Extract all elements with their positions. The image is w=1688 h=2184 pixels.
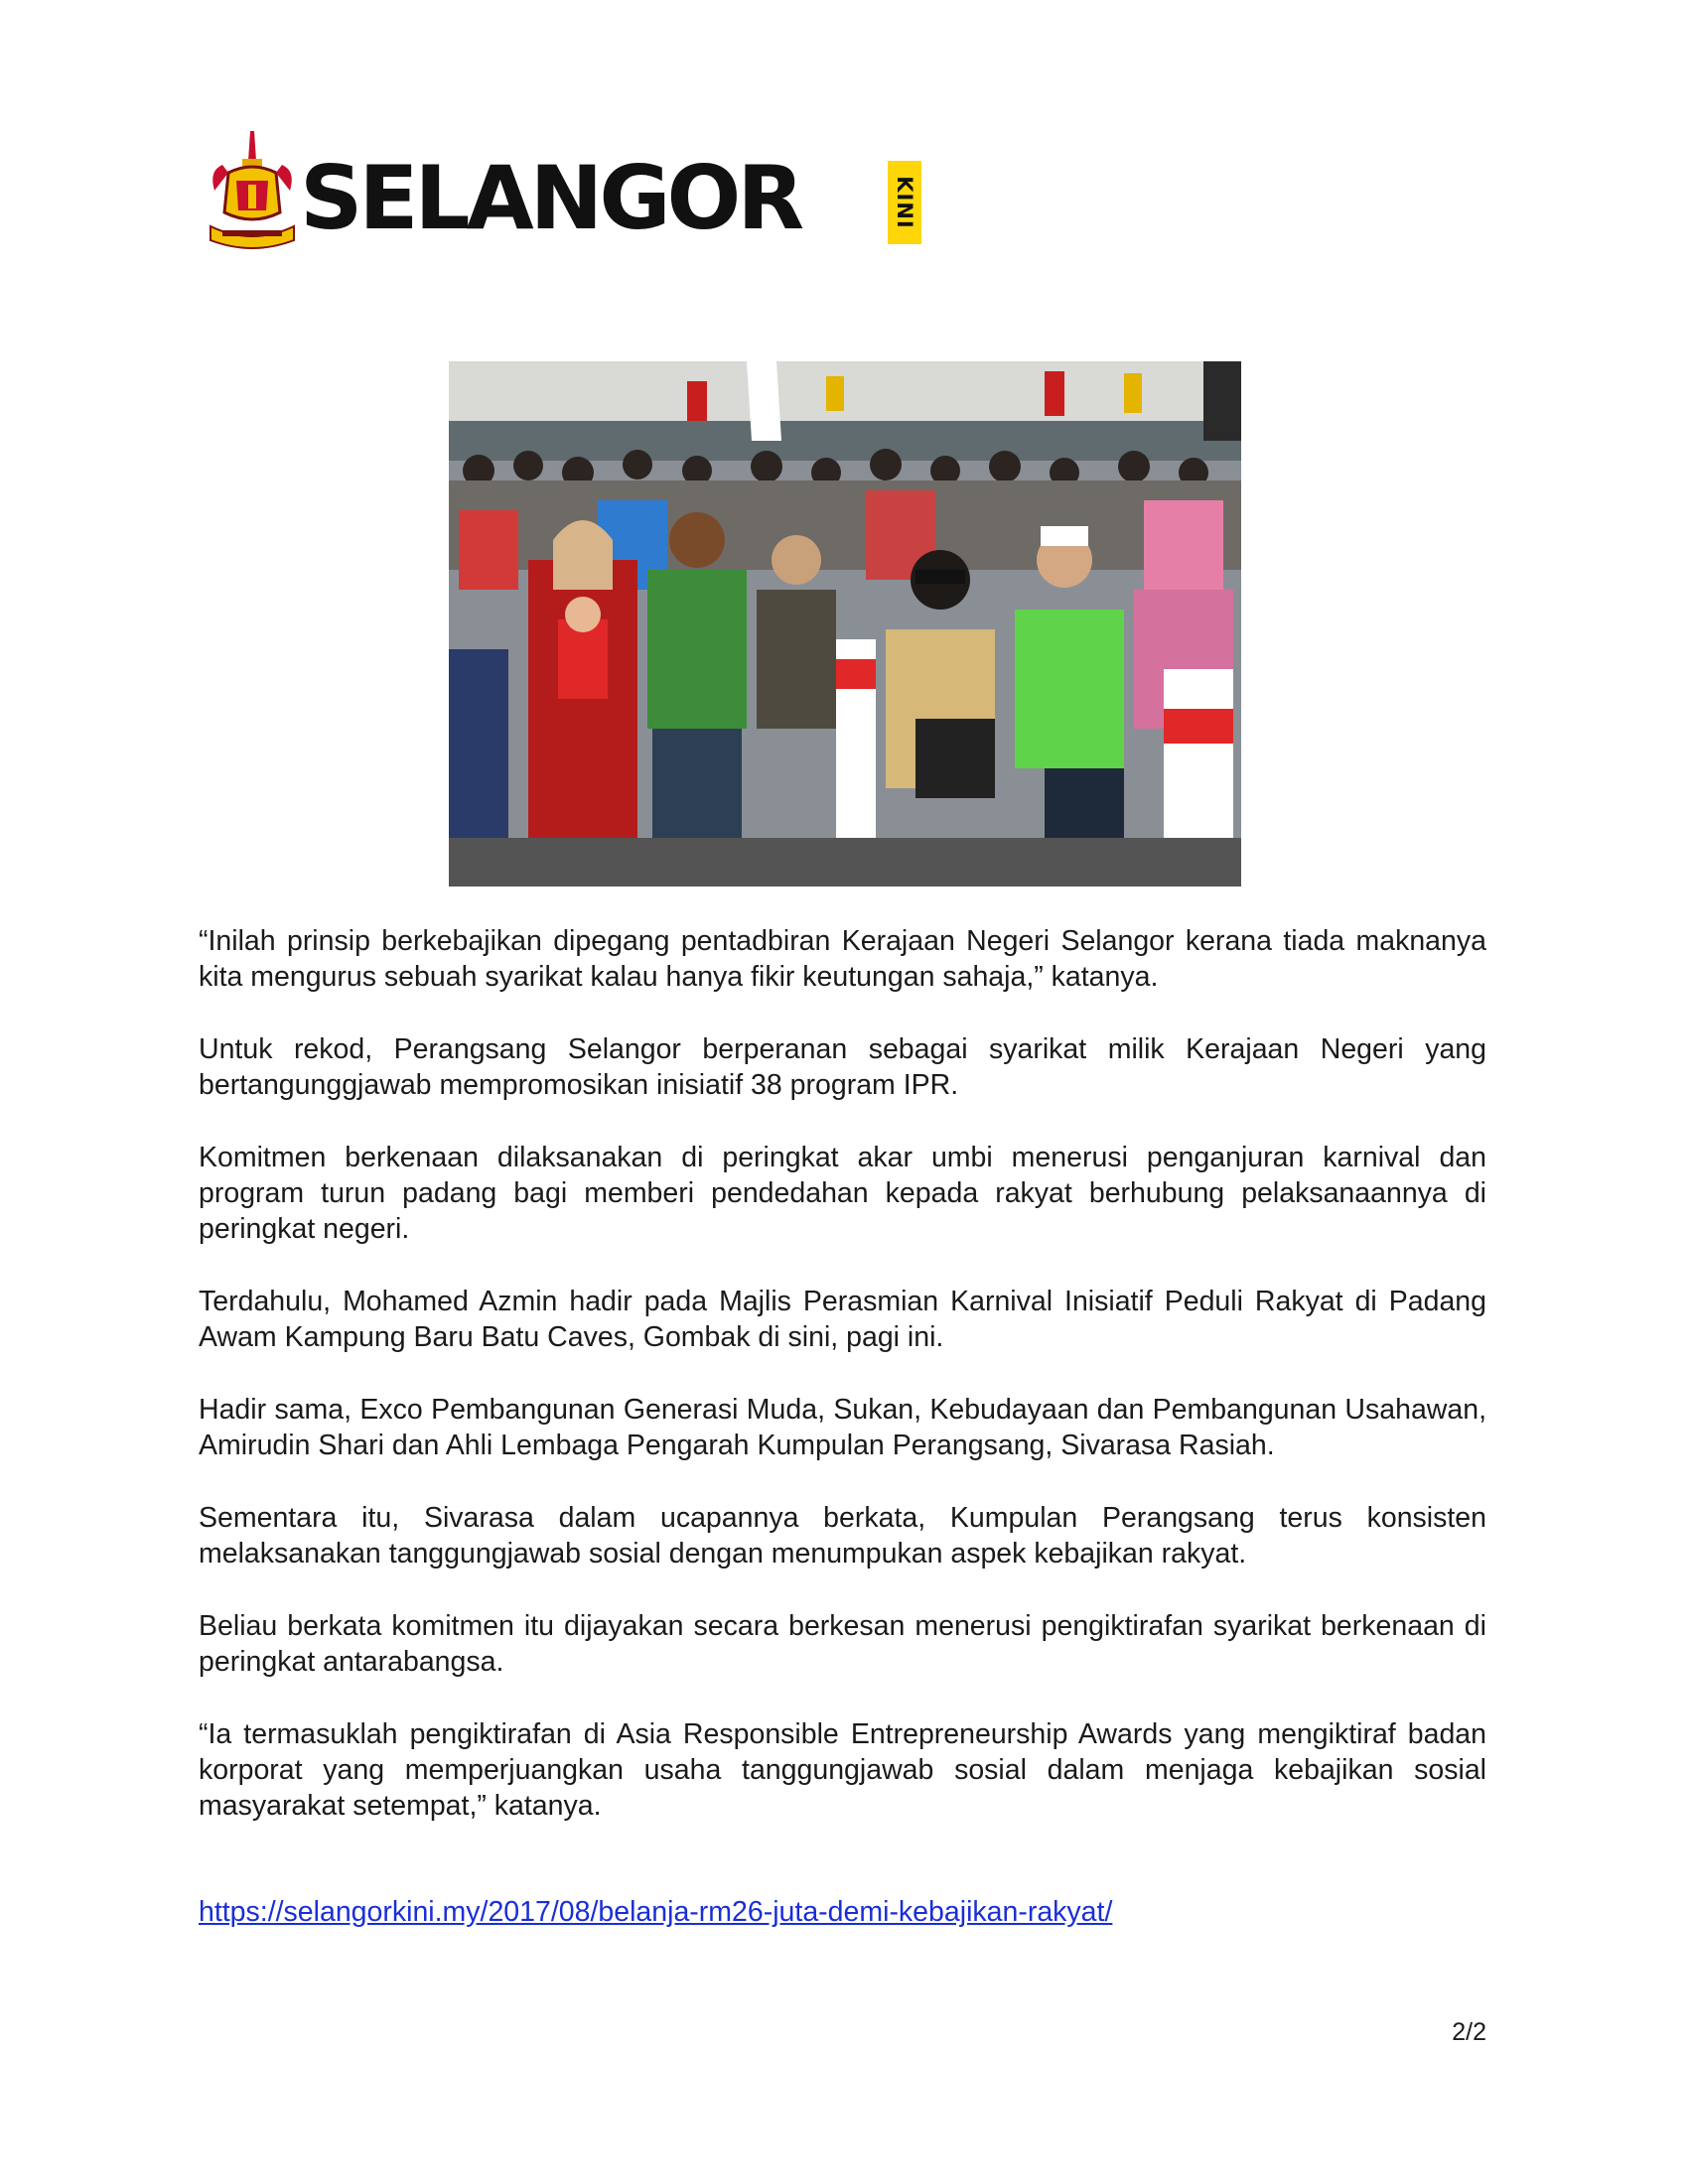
article-paragraph: “Ia termasuklah pengiktirafan di Asia Responsible Entrepreneurship Awards yang mengiktiraf badan korporat yang memperjuangkan usaha tanggungjawab sosial dalam menjaga kebajikan sosial masyarakat setempat,” katanya. (199, 1718, 1486, 1822)
article-paragraph: Komitmen berkenaan dilaksanakan di peringkat akar umbi menerusi penganjuran karnival dan program turun padang bagi memberi pendedahan kepada rakyat berhubung pelaksanaannya di peringkat negeri. (199, 1142, 1486, 1245)
crowd-photo-image (449, 361, 1241, 887)
page-number: 2/2 (1452, 2018, 1486, 2046)
article-paragraph: Sementara itu, Sivarasa dalam ucapannya berkata, Kumpulan Perangsang terus konsisten melaksanakan tanggungjawab sosial dengan menumpukan aspek kebajikan rakyat. (199, 1502, 1486, 1570)
article-paragraph: Hadir sama, Exco Pembangunan Generasi Muda, Sukan, Kebudayaan dan Pembangunan Usahawan, Amirudin Shari dan Ahli Lembaga Pengarah Kumpulan Perangsang, Sivarasa Rasiah. (199, 1394, 1486, 1461)
article-paragraph: “Inilah prinsip berkebajikan dipegang pentadbiran Kerajaan Negeri Selangor kerana tiada maknanya kita mengurus sebuah syarikat kalau hanya fikir keutungan sahaja,” katanya. (199, 925, 1486, 993)
article-paragraph: Beliau berkata komitmen itu dijayakan secara berkesan menerusi pengiktirafan syarikat berkenaan di peringkat antarabangsa. (199, 1610, 1486, 1678)
selangor-crest-icon (207, 131, 298, 256)
masthead-wordmark: SELANGOR (300, 147, 801, 249)
article-paragraph: Terdahulu, Mohamed Azmin hadir pada Majlis Perasmian Karnival Inisiatif Peduli Rakyat di Padang Awam Kampung Baru Batu Caves, Gombak di sini, pagi ini. (199, 1286, 1486, 1353)
source-link[interactable]: https://selangorkini.my/2017/08/belanja-rm26-juta-demi-kebajikan-rakyat/ (199, 1896, 1113, 1928)
article-body (199, 923, 1486, 1860)
article-paragraph: Untuk rekod, Perangsang Selangor berperanan sebagai syarikat milik Kerajaan Negeri yang bertangunggjawab mempromosikan inisiatif 38 program IPR. (199, 1033, 1486, 1101)
masthead-logo (207, 131, 921, 256)
masthead-kini-label: KINI (893, 176, 916, 229)
masthead-kini-tag (888, 161, 921, 244)
crowd-photo (449, 361, 1241, 887)
